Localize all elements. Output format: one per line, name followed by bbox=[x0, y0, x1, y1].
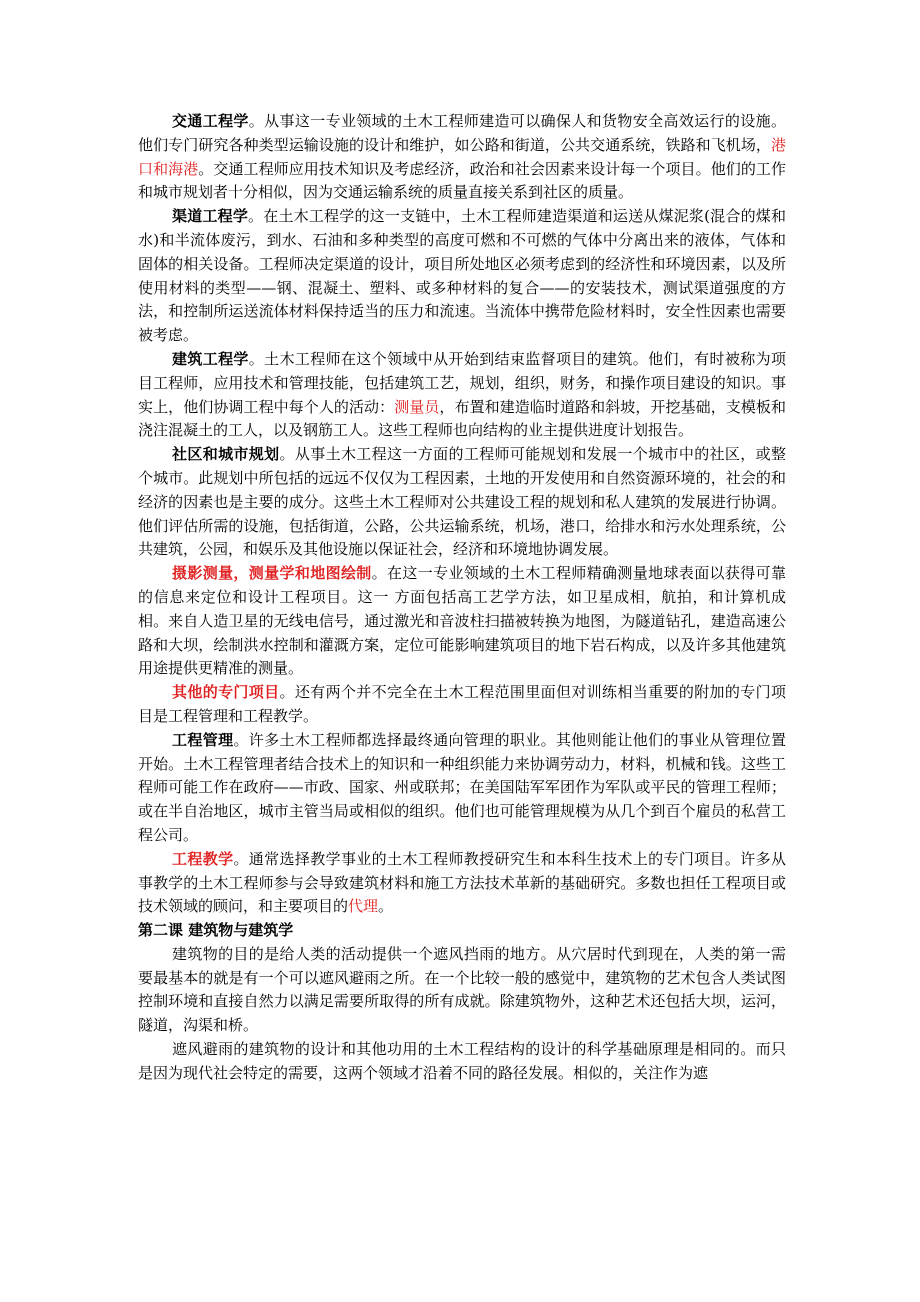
section-title: 渠道工程学 bbox=[172, 207, 249, 226]
paragraph-text: 。还有两个并不完全在土木工程范围里面但对训练相当重要的附加的专门项目是工程管理和工程教学。 bbox=[138, 683, 786, 725]
paragraph-traffic-engineering bbox=[138, 110, 786, 205]
paragraph-other-specialties bbox=[138, 681, 786, 729]
paragraph-text: 。交通工程师应用技术知识及考虑经济，政治和社会因素来设计每一个项目。他们的工作和城市规划者十分相似，因为交通运输系统的质量直接关系到社区的质量。 bbox=[138, 159, 786, 202]
paragraph-engineering-management bbox=[138, 729, 786, 848]
paragraph-text: 。在这一专业领域的土木工程师精确测量地球表面以获得可靠的信息来定位和设计工程项目。这一 方面包括高工艺学方法，如卫星成相，航拍，和计算机成相。来自人造卫星的无线电信号，通过激光和音波柱扫描被转换为地图，为隧道钻孔，建造高速公路和大坝，绘制洪水控制和灌溉方案，定位可能影响建筑项目的地下岩石构成，以及许多其他建筑用途提供更精准的测量。 bbox=[138, 564, 786, 678]
section-title: 其他的专门项目 bbox=[172, 683, 280, 702]
paragraph-text: 。土木工程师在这个领域中从开始到结束监督项目的建筑。他们，有时被称为项目工程师，应用技术和管理技能，包括建筑工艺，规划，组织，财务，和操作项目建设的知识。事实上，他们协调工程中每个人的活动： bbox=[138, 349, 786, 416]
paragraph-text: 。在土木工程学的这一支链中，土木工程师建造渠道和运送从煤泥浆(混合的煤和水)和半流体废污，到水、石油和多种类型的高度可燃和不可燃的气体中分离出来的液体，气体和固体的相关设备。工程师决定渠道的设计，项目所处地区必须考虑到的经济性和环境因素，以及所使用材料的类型——钢、混凝土、塑料、或多种材料的复合——的安装技术，测试渠道强度的方法，和控制所运送流体材料保持适当的压力和流速。当流体中携带危险材料时，安全性因素也需要被考虑。 bbox=[138, 207, 786, 345]
paragraph-construction-engineering bbox=[138, 348, 786, 443]
paragraph-text: 。通常选择教学事业的土木工程师教授研究生和本科生技术上的专门项目。许多从事教学的土木工程师参与会导致建筑材料和施工方法技术革新的基础研究。多数也担任工程项目或技术领域的顾问，和主要项目的 bbox=[138, 849, 786, 916]
paragraph-text: 。从事这一专业领域的土木工程师建造可以确保人和货物安全高效运行的设施。他们专门研究各种类型运输设施的设计和维护，如公路和街道，公共交通系统，铁路和飞机场， bbox=[138, 112, 786, 154]
section-title: 建筑工程学 bbox=[172, 349, 249, 368]
lesson-paragraph: 建筑物的目的是给人类的活动提供一个遮风挡雨的地方。从穴居时代到现在，人类的第一需要最基本的就是有一个可以遮风避雨之所。在一个比较一般的感觉中，建筑物的艺术包含人类试图控制环境和直接自然力以满足需要所取得的所有成就。除建筑物外，这种艺术还包括大坝，运河，隧道，沟渠和桥。 bbox=[138, 944, 786, 1035]
section-title: 社区和城市规划 bbox=[172, 445, 280, 464]
paragraph-urban-planning bbox=[138, 443, 786, 562]
paragraph-engineering-teaching bbox=[138, 848, 786, 919]
paragraph-text: 。许多土木工程师都选择最终通向管理的职业。其他则能让他们的事业从管理位置开始。土木工程管理者结合技术上的知识和一种组织能力来协调劳动力，材料，机械和钱。这些工程师可能工作在政府——市政、国家、州或联邦；在美国陆军军团作为军队或平民的管理工程师；或在半自治地区，城市主管当局或相似的组织。他们也可能管理规模为从几个到百个雇员的私营工程公司。 bbox=[138, 730, 786, 844]
highlighted-term: 测量员 bbox=[394, 397, 440, 416]
highlighted-term: 代理 bbox=[348, 897, 379, 916]
section-title: 工程管理 bbox=[172, 730, 234, 749]
section-title: 摄影测量，测量学和地图绘制 bbox=[172, 564, 372, 583]
highlighted-term: 港口和海港 bbox=[138, 135, 786, 178]
document-page bbox=[138, 110, 786, 1086]
paragraph-surveying-mapping bbox=[138, 562, 786, 681]
lesson-heading: 第二课 建筑物与建筑学 bbox=[138, 921, 294, 940]
section-title: 交通工程学 bbox=[172, 112, 249, 130]
paragraph-pipeline-engineering bbox=[138, 205, 786, 348]
paragraph-text: 。 bbox=[378, 897, 394, 916]
section-title: 工程教学 bbox=[172, 849, 234, 868]
paragraph-text: 。从事土木工程这一方面的工程师可能规划和发展一个城市中的社区，或整个城市。此规划中所包括的远远不仅仅为工程因素，土地的开发使用和自然资源环境的，社会的和经济的因素也是主要的成分。这些土木工程师对公共建设工程的规划和私人建筑的发展进行协调。他们评估所需的设施，包括街道，公路，公共运输系统，机场，港口，给排水和污水处理系统，公共建筑，公园，和娱乐及其他设施以保证社会，经济和环境地协调发展。 bbox=[138, 445, 786, 559]
paragraph-text: ，布置和建造临时道路和斜坡，开挖基础，支模板和浇注混凝土的工人，以及钢筋工人。这些工程师也向结构的业主提供进度计划报告。 bbox=[138, 397, 786, 440]
lesson-paragraph: 遮风避雨的建筑物的设计和其他功用的土木工程结构的设计的科学基础原理是相同的。而只是因为现代社会特定的需要，这两个领域才沿着不同的路径发展。相似的，关注作为遮 bbox=[138, 1040, 786, 1082]
